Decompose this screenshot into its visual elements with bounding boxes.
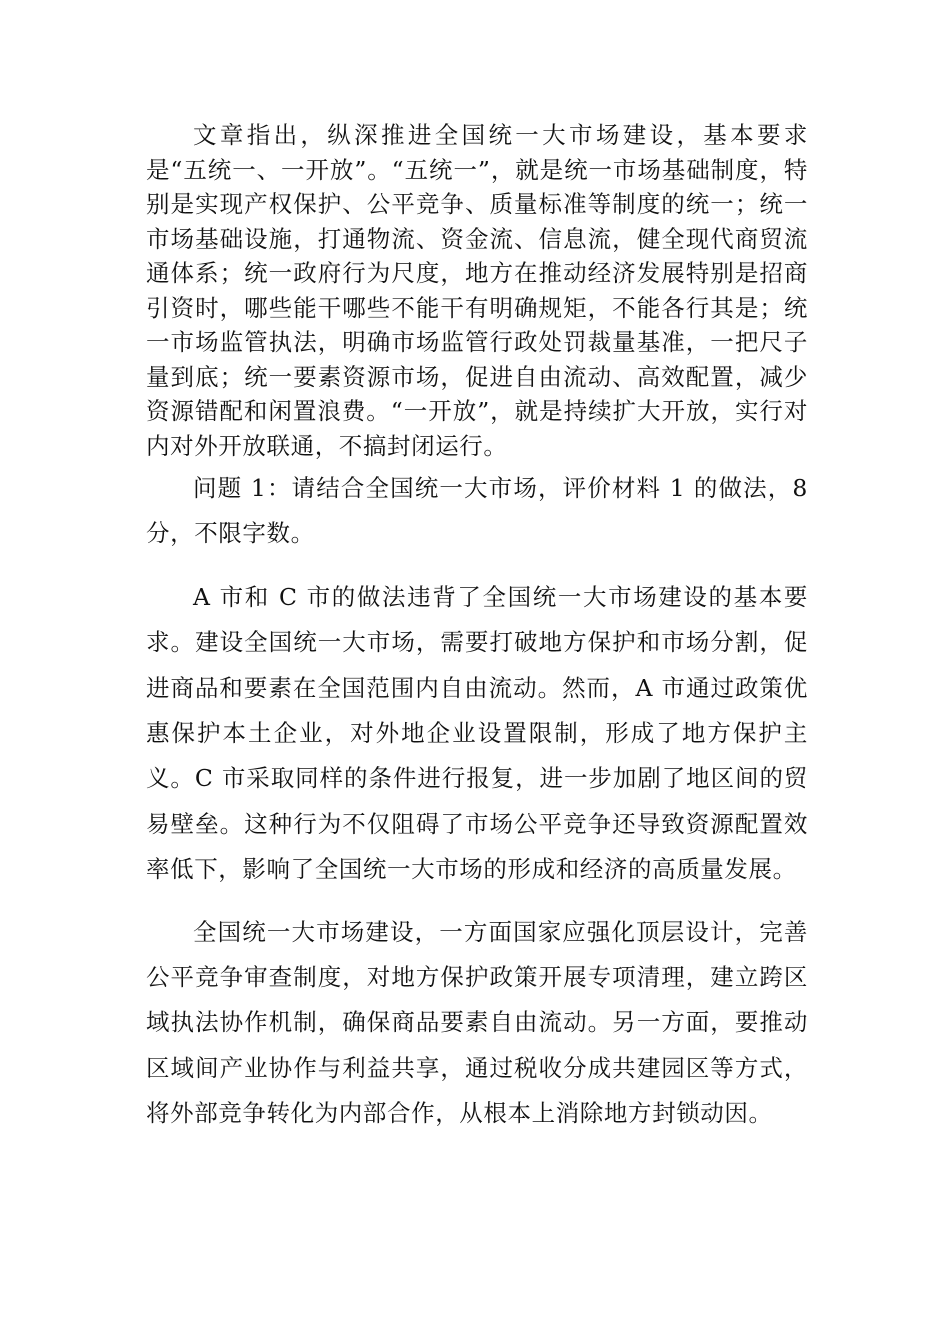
document-body xyxy=(146,118,808,1137)
question-1-paragraph: 问题 1：请结合全国统一大市场，评价材料 1 的做法，8 分，不限字数。 xyxy=(146,474,808,548)
answer-paragraph-1: A 市和 C 市的做法违背了全国统一大市场建设的基本要求。建设全国统一大市场，需要打破地方保护和市场分割，促进商品和要素在全国范围内自由流动。然而，A 市通过政策优惠保护本土企业，对外地企业设置限制，形成了地方保护主义。C 市采取同样的条件进行报复，进一步加剧了地区间的贸易壁垒。这种行为不仅阻碍了市场公平竞争还导致资源配置效率低下，影响了全国统一大市场的形成和经济的高质量发展。 xyxy=(146,582,808,884)
article-summary-paragraph: 文章指出，纵深推进全国统一大市场建设，基本要求是“五统一、一开放”。“五统一”，就是统一市场基础制度，特别是实现产权保护、公平竞争、质量标准等制度的统一；统一市场基础设施，打通物流、资金流、信息流，健全现代商贸流通体系；统一政府行为尺度，地方在推动经济发展特别是招商引资时，哪些能干哪些不能干有明确规矩，不能各行其是；统一市场监管执法，明确市场监管行政处罚裁量基准，一把尺子量到底；统一要素资源市场，促进自由流动、高效配置，减少资源错配和闲置浪费。“一开放”，就是持续扩大开放，实行对内对外开放联通，不搞封闭运行。 xyxy=(146,121,808,460)
answer-paragraph-2: 全国统一大市场建设，一方面国家应强化顶层设计，完善公平竞争审查制度，对地方保护政策开展专项清理，建立跨区域执法协作机制，确保商品要素自由流动。另一方面，要推动区域间产业协作与利益共享，通过税收分成共建园区等方式，将外部竞争转化为内部合作，从根本上消除地方封锁动因。 xyxy=(146,917,808,1128)
